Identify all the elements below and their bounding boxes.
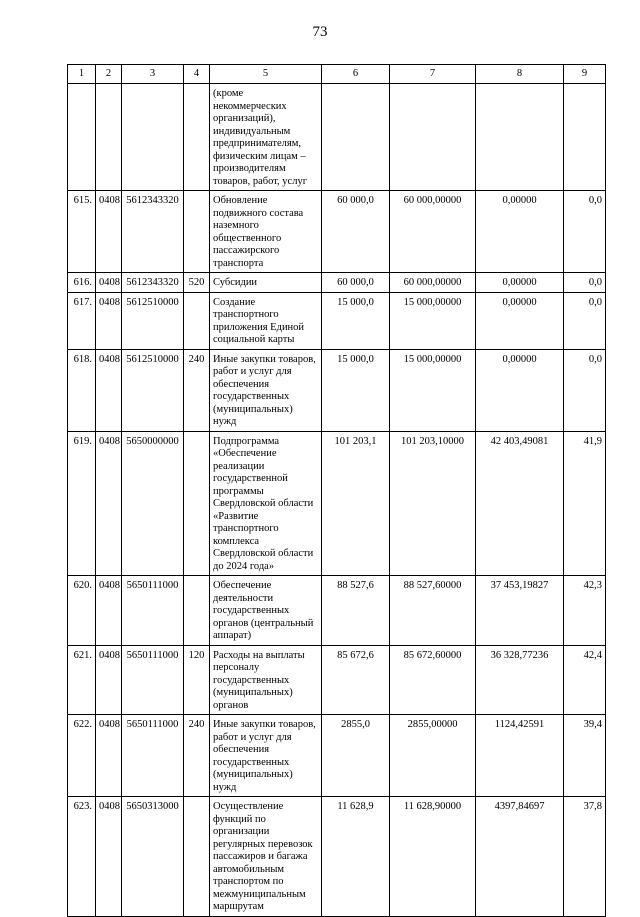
section-code-cell: 0408 — [96, 576, 122, 646]
item-name-cell: Обеспечение деятельности государственных органов (центральный аппарат) — [210, 576, 322, 646]
executed-amount-cell: 0,00000 — [476, 273, 564, 293]
expense-type-code-cell — [184, 84, 210, 191]
item-name-cell: Обновление подвижного состава наземного общественного пассажирского транспорта — [210, 191, 322, 273]
section-code-cell: 0408 — [96, 191, 122, 273]
planned-amount-cell: 60 000,0 — [322, 273, 390, 293]
table-row — [68, 797, 606, 917]
execution-percent-cell: 42,4 — [564, 645, 606, 715]
expense-type-code-cell: 120 — [184, 645, 210, 715]
target-article-code-cell: 5612510000 — [122, 292, 184, 349]
item-name-cell: Расходы на выплаты персоналу государственных (муниципальных) органов — [210, 645, 322, 715]
header-cell: 6 — [322, 65, 390, 84]
target-article-code-cell: 5650111000 — [122, 715, 184, 797]
execution-percent-cell: 41,9 — [564, 431, 606, 576]
target-article-code-cell: 5650000000 — [122, 431, 184, 576]
row-number-cell: 617. — [68, 292, 96, 349]
approved-amount-cell: 2855,00000 — [390, 715, 476, 797]
planned-amount-cell: 101 203,1 — [322, 431, 390, 576]
table-row — [68, 273, 606, 293]
approved-amount-cell: 101 203,10000 — [390, 431, 476, 576]
approved-amount-cell: 88 527,60000 — [390, 576, 476, 646]
item-name-cell: (кроме некоммерческих организаций), индивидуальным предпринимателям, физическим лицам – производителям товаров, работ, услуг — [210, 84, 322, 191]
table-row — [68, 349, 606, 431]
approved-amount-cell: 60 000,00000 — [390, 191, 476, 273]
approved-amount-cell: 60 000,00000 — [390, 273, 476, 293]
executed-amount-cell — [476, 84, 564, 191]
item-name-cell: Осуществление функций по организации регулярных перевозок пассажиров и багажа автомобильным транспортом по межмуниципальным маршрутам — [210, 797, 322, 917]
page-number: 73 — [312, 24, 328, 40]
section-code-cell — [96, 84, 122, 191]
row-number-cell: 618. — [68, 349, 96, 431]
section-code-cell: 0408 — [96, 431, 122, 576]
header-cell: 7 — [390, 65, 476, 84]
expense-type-code-cell — [184, 292, 210, 349]
table-row — [68, 191, 606, 273]
target-article-code-cell: 5612343320 — [122, 273, 184, 293]
target-article-code-cell — [122, 84, 184, 191]
row-number-cell: 620. — [68, 576, 96, 646]
row-number-cell — [68, 84, 96, 191]
planned-amount-cell: 15 000,0 — [322, 349, 390, 431]
header-cell: 5 — [210, 65, 322, 84]
execution-percent-cell: 0,0 — [564, 191, 606, 273]
planned-amount-cell: 2855,0 — [322, 715, 390, 797]
row-number-cell: 622. — [68, 715, 96, 797]
executed-amount-cell: 36 328,77236 — [476, 645, 564, 715]
section-code-cell: 0408 — [96, 292, 122, 349]
target-article-code-cell: 5650313000 — [122, 797, 184, 917]
approved-amount-cell: 11 628,90000 — [390, 797, 476, 917]
expense-type-code-cell — [184, 797, 210, 917]
target-article-code-cell: 5650111000 — [122, 645, 184, 715]
execution-percent-cell: 0,0 — [564, 273, 606, 293]
table-row — [68, 715, 606, 797]
expense-type-code-cell — [184, 576, 210, 646]
section-code-cell: 0408 — [96, 715, 122, 797]
execution-percent-cell: 42,3 — [564, 576, 606, 646]
header-cell: 2 — [96, 65, 122, 84]
execution-percent-cell: 0,0 — [564, 292, 606, 349]
approved-amount-cell — [390, 84, 476, 191]
approved-amount-cell: 85 672,60000 — [390, 645, 476, 715]
header-cell: 1 — [68, 65, 96, 84]
section-code-cell: 0408 — [96, 645, 122, 715]
item-name-cell: Подпрограмма «Обеспечение реализации государственной программы Свердловской области «Развитие транспортного комплекса Свердловской области до 2024 года» — [210, 431, 322, 576]
execution-percent-cell: 37,8 — [564, 797, 606, 917]
row-number-cell: 619. — [68, 431, 96, 576]
expense-type-code-cell — [184, 431, 210, 576]
executed-amount-cell: 42 403,49081 — [476, 431, 564, 576]
header-cell: 8 — [476, 65, 564, 84]
approved-amount-cell: 15 000,00000 — [390, 349, 476, 431]
row-number-cell: 615. — [68, 191, 96, 273]
row-number-cell: 616. — [68, 273, 96, 293]
planned-amount-cell: 85 672,6 — [322, 645, 390, 715]
table-row — [68, 292, 606, 349]
section-code-cell: 0408 — [96, 273, 122, 293]
planned-amount-cell — [322, 84, 390, 191]
executed-amount-cell: 0,00000 — [476, 292, 564, 349]
executed-amount-cell: 0,00000 — [476, 349, 564, 431]
item-name-cell: Иные закупки товаров, работ и услуг для обеспечения государственных (муниципальных) нужд — [210, 349, 322, 431]
item-name-cell: Субсидии — [210, 273, 322, 293]
table-header-row — [68, 65, 606, 84]
table-row — [68, 645, 606, 715]
executed-amount-cell: 4397,84697 — [476, 797, 564, 917]
planned-amount-cell: 15 000,0 — [322, 292, 390, 349]
expense-type-code-cell: 520 — [184, 273, 210, 293]
header-cell: 9 — [564, 65, 606, 84]
expense-type-code-cell: 240 — [184, 715, 210, 797]
row-number-cell: 623. — [68, 797, 96, 917]
budget-table — [67, 64, 606, 917]
executed-amount-cell: 1124,42591 — [476, 715, 564, 797]
executed-amount-cell: 37 453,19827 — [476, 576, 564, 646]
row-number-cell: 621. — [68, 645, 96, 715]
execution-percent-cell: 0,0 — [564, 349, 606, 431]
expense-type-code-cell: 240 — [184, 349, 210, 431]
header-cell: 3 — [122, 65, 184, 84]
expense-type-code-cell — [184, 191, 210, 273]
target-article-code-cell: 5612343320 — [122, 191, 184, 273]
execution-percent-cell — [564, 84, 606, 191]
table-row — [68, 431, 606, 576]
section-code-cell: 0408 — [96, 349, 122, 431]
executed-amount-cell: 0,00000 — [476, 191, 564, 273]
table-row — [68, 84, 606, 191]
section-code-cell: 0408 — [96, 797, 122, 917]
planned-amount-cell: 11 628,9 — [322, 797, 390, 917]
target-article-code-cell: 5650111000 — [122, 576, 184, 646]
item-name-cell: Иные закупки товаров, работ и услуг для обеспечения государственных (муниципальных) нужд — [210, 715, 322, 797]
target-article-code-cell: 5612510000 — [122, 349, 184, 431]
execution-percent-cell: 39,4 — [564, 715, 606, 797]
table-row — [68, 576, 606, 646]
header-cell: 4 — [184, 65, 210, 84]
item-name-cell: Создание транспортного приложения Единой социальной карты — [210, 292, 322, 349]
approved-amount-cell: 15 000,00000 — [390, 292, 476, 349]
planned-amount-cell: 60 000,0 — [322, 191, 390, 273]
planned-amount-cell: 88 527,6 — [322, 576, 390, 646]
